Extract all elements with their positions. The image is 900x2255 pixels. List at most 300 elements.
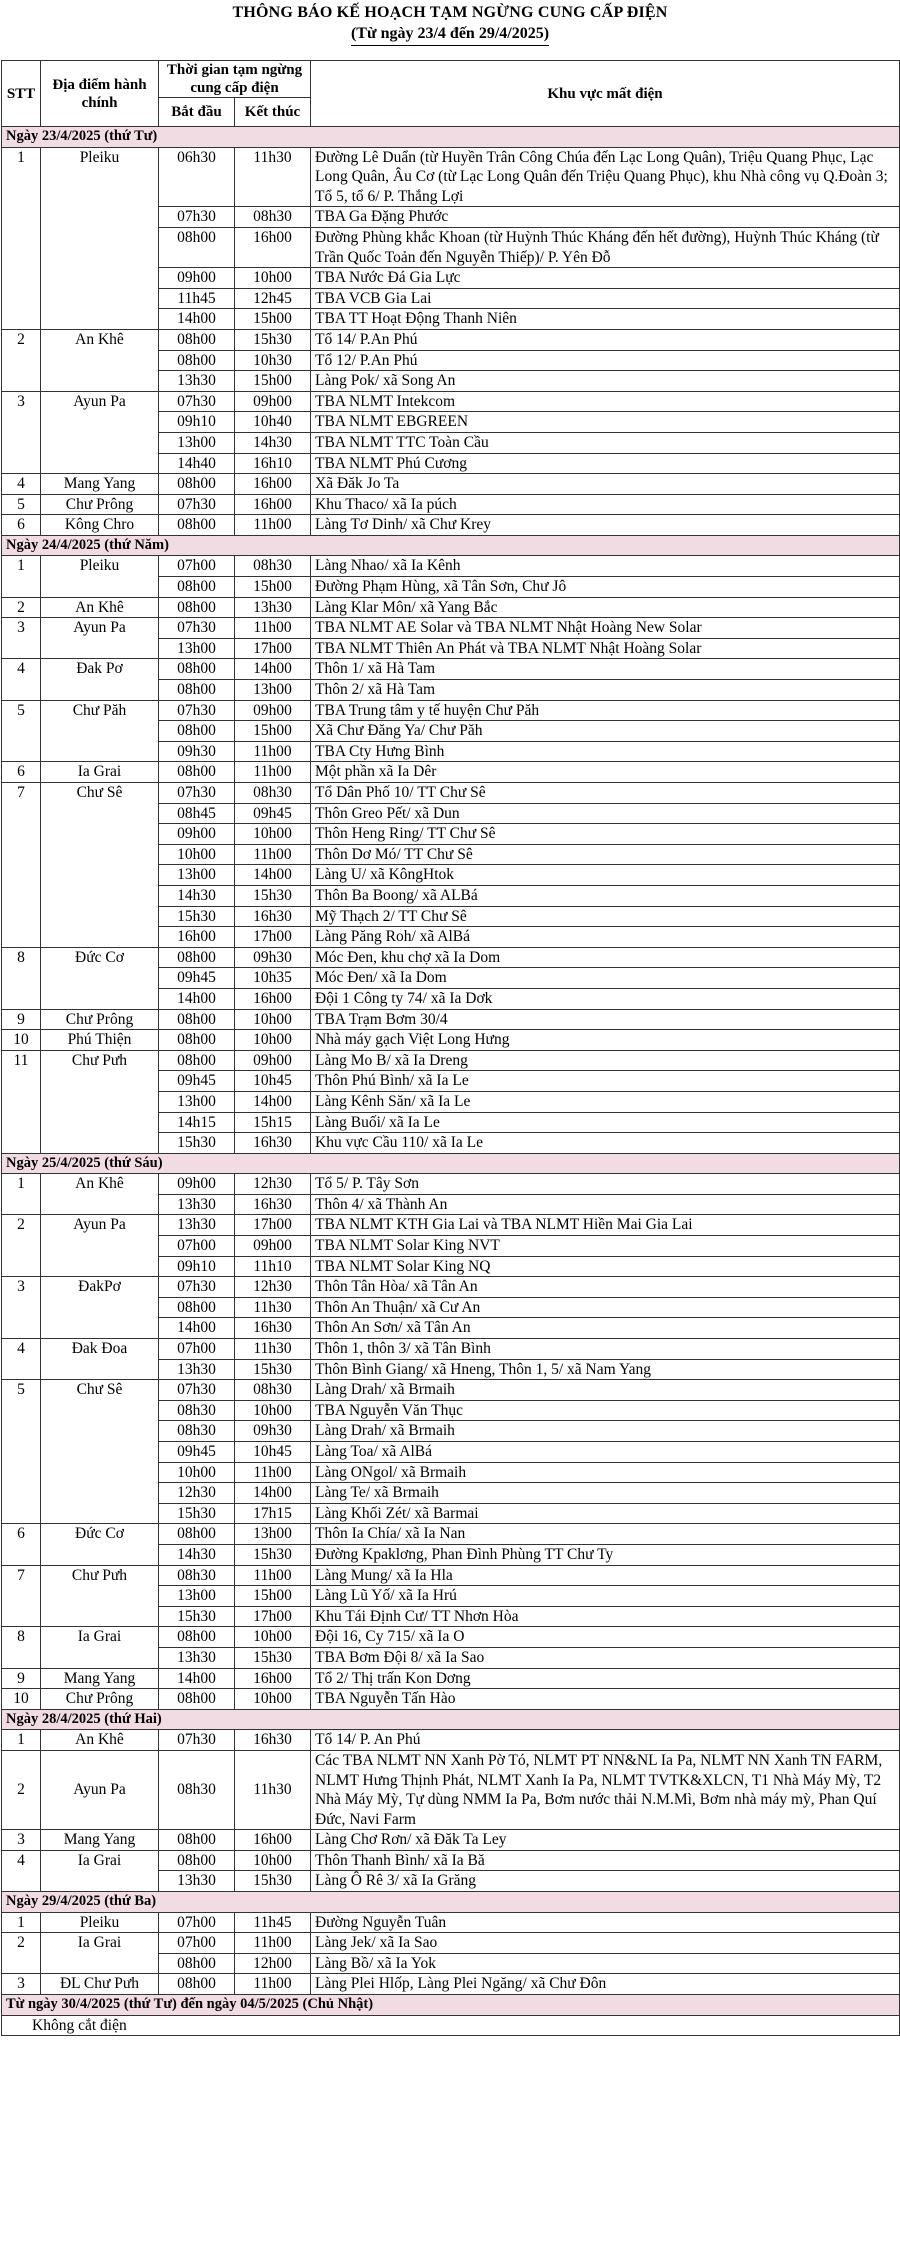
row-area: Đường Kpaklơng, Phan Đình Phùng TT Chư Ty (311, 1544, 900, 1565)
day-label: Ngày 25/4/2025 (thứ Sáu) (2, 1153, 900, 1174)
row-end-time: 13h30 (235, 597, 311, 618)
row-stt: 8 (2, 1627, 41, 1668)
row-area: Thôn Heng Ring/ TT Chư Sê (311, 824, 900, 845)
row-end-time: 11h00 (235, 1565, 311, 1586)
row-area: Tổ 2/ Thị trấn Kon Dơng (311, 1668, 900, 1689)
row-start-time: 11h45 (159, 288, 235, 309)
row-stt: 6 (2, 762, 41, 783)
row-area: Thôn Ba Boong/ xã ALBá (311, 885, 900, 906)
document-title: THÔNG BÁO KẾ HOẠCH TẠM NGỪNG CUNG CẤP ĐIỆN (232, 4, 668, 21)
row-end-time: 10h00 (235, 268, 311, 289)
row-start-time: 09h30 (159, 741, 235, 762)
row-start-time: 07h30 (159, 207, 235, 228)
footer-day-row (2, 1995, 900, 2016)
row-area: TBA NLMT TTC Toàn Cầu (311, 432, 900, 453)
table-row (2, 147, 900, 207)
row-location: Ia Grai (41, 1627, 159, 1668)
row-area: TBA Nước Đá Gia Lực (311, 268, 900, 289)
row-start-time: 08h00 (159, 659, 235, 680)
table-row (2, 1050, 900, 1071)
row-location: Đak Pơ (41, 659, 159, 700)
row-area: Tổ 14/ P.An Phú (311, 329, 900, 350)
row-stt: 1 (2, 1912, 41, 1933)
row-end-time: 14h00 (235, 865, 311, 886)
row-start-time: 14h00 (159, 1318, 235, 1339)
row-stt: 3 (2, 1830, 41, 1851)
row-stt: 4 (2, 1850, 41, 1891)
row-end-time: 11h00 (235, 618, 311, 639)
row-start-time: 08h30 (159, 1400, 235, 1421)
row-start-time: 07h30 (159, 494, 235, 515)
row-start-time: 09h10 (159, 1256, 235, 1277)
row-location: Pleiku (41, 1912, 159, 1933)
row-area: Thôn Thanh Bình/ xã Ia Bă (311, 1850, 900, 1871)
row-start-time: 13h30 (159, 371, 235, 392)
row-end-time: 17h00 (235, 1606, 311, 1627)
row-area: TBA VCB Gia Lai (311, 288, 900, 309)
header-location: Địa điểm hành chính (41, 61, 159, 127)
row-location: Ayun Pa (41, 391, 159, 473)
row-location: Phú Thiện (41, 1030, 159, 1051)
row-end-time: 17h00 (235, 927, 311, 948)
footer-note-row (2, 2015, 900, 2036)
row-end-time: 09h00 (235, 391, 311, 412)
row-stt: 11 (2, 1050, 41, 1153)
row-end-time: 10h40 (235, 412, 311, 433)
row-area: Làng Mo B/ xã Ia Dreng (311, 1050, 900, 1071)
row-start-time: 13h30 (159, 1647, 235, 1668)
row-stt: 7 (2, 1565, 41, 1627)
row-area: Thôn Bình Giang/ xã Hneng, Thôn 1, 5/ xã Nam Yang (311, 1359, 900, 1380)
row-area: Thôn Phú Bình/ xã Ia Le (311, 1071, 900, 1092)
row-area: Móc Đen, khu chợ xã Ia Dom (311, 947, 900, 968)
row-end-time: 10h00 (235, 1030, 311, 1051)
row-end-time: 15h30 (235, 1871, 311, 1892)
row-area: TBA Trung tâm y tế huyện Chư Păh (311, 700, 900, 721)
row-end-time: 15h00 (235, 1586, 311, 1607)
table-row (2, 1174, 900, 1195)
day-row (2, 535, 900, 556)
row-area: Tổ 12/ P.An Phú (311, 350, 900, 371)
row-end-time: 10h45 (235, 1071, 311, 1092)
day-row (2, 1153, 900, 1174)
table-header-row (2, 61, 900, 98)
row-area: Làng Kênh Săn/ xã Ia Le (311, 1091, 900, 1112)
row-end-time: 15h00 (235, 371, 311, 392)
row-start-time: 08h00 (159, 350, 235, 371)
row-end-time: 11h00 (235, 762, 311, 783)
row-location: Mang Yang (41, 474, 159, 495)
row-start-time: 08h00 (159, 1974, 235, 1995)
row-start-time: 08h30 (159, 1750, 235, 1829)
table-row (2, 947, 900, 968)
row-start-time: 07h30 (159, 391, 235, 412)
table-row (2, 329, 900, 350)
row-area: Làng Toa/ xã AlBá (311, 1442, 900, 1463)
row-area: Làng Pok/ xã Song An (311, 371, 900, 392)
row-end-time: 11h30 (235, 1750, 311, 1829)
row-location: Chư Păh (41, 700, 159, 762)
table-row (2, 1009, 900, 1030)
row-location: ĐakPơ (41, 1277, 159, 1339)
row-end-time: 11h00 (235, 515, 311, 536)
row-start-time: 08h00 (159, 515, 235, 536)
row-start-time: 07h00 (159, 556, 235, 577)
table-row (2, 1277, 900, 1298)
row-area: Làng Ô Rê 3/ xã Ia Grăng (311, 1871, 900, 1892)
row-stt: 9 (2, 1668, 41, 1689)
row-end-time: 14h00 (235, 1091, 311, 1112)
row-stt: 3 (2, 1277, 41, 1339)
row-area: Thôn An Sơn/ xã Tân An (311, 1318, 900, 1339)
row-area: Làng Lũ Yố/ xã Ia Hrú (311, 1586, 900, 1607)
row-area: Làng Klar Môn/ xã Yang Bắc (311, 597, 900, 618)
row-area: Làng Te/ xã Brmaih (311, 1483, 900, 1504)
row-stt: 7 (2, 783, 41, 948)
row-start-time: 09h00 (159, 824, 235, 845)
row-stt: 4 (2, 1339, 41, 1380)
row-area: TBA Nguyễn Văn Thục (311, 1400, 900, 1421)
row-start-time: 08h00 (159, 1297, 235, 1318)
row-start-time: 16h00 (159, 927, 235, 948)
row-start-time: 08h00 (159, 1689, 235, 1710)
row-area: Đường Lê Duẩn (từ Huyền Trân Công Chúa đến Lạc Long Quân), Triệu Quang Phục, Lạc Long Quân, Âu Cơ (từ Lạc Long Quân đến Triệu Quang Phục), khu Nhà công vụ Q.Đoàn 3; Tổ 5, tổ 6/ P. Thắng Lợi (311, 147, 900, 207)
row-area: Thôn Greo Pết/ xã Dun (311, 803, 900, 824)
row-start-time: 14h00 (159, 1668, 235, 1689)
row-start-time: 14h00 (159, 988, 235, 1009)
table-row (2, 1912, 900, 1933)
row-start-time: 08h00 (159, 1030, 235, 1051)
row-location: Chư Prông (41, 494, 159, 515)
row-stt: 5 (2, 700, 41, 762)
row-area: Thôn Ia Chía/ xã Ia Nan (311, 1524, 900, 1545)
table-row (2, 1380, 900, 1401)
row-area: Làng Chơ Rơn/ xã Đăk Ta Ley (311, 1830, 900, 1851)
row-end-time: 11h30 (235, 1339, 311, 1360)
row-area: Làng Khối Zét/ xã Barmai (311, 1503, 900, 1524)
row-location: Ayun Pa (41, 618, 159, 659)
row-area: TBA Trạm Bơm 30/4 (311, 1009, 900, 1030)
row-start-time: 07h00 (159, 1933, 235, 1954)
row-area: Thôn 4/ xã Thành An (311, 1194, 900, 1215)
table-row (2, 783, 900, 804)
row-area: Thôn 2/ xã Hà Tam (311, 680, 900, 701)
row-area: Một phần xã Ia Dêr (311, 762, 900, 783)
row-area: TBA Bơm Đội 8/ xã Ia Sao (311, 1647, 900, 1668)
row-start-time: 08h30 (159, 1421, 235, 1442)
row-area: Khu Thaco/ xã Ia púch (311, 494, 900, 515)
row-end-time: 10h00 (235, 1627, 311, 1648)
row-start-time: 15h30 (159, 1133, 235, 1154)
row-end-time: 15h30 (235, 1544, 311, 1565)
row-area: Làng Nhao/ xã Ia Kênh (311, 556, 900, 577)
row-area: Làng U/ xã KôngHtok (311, 865, 900, 886)
row-start-time: 07h00 (159, 1236, 235, 1257)
row-area: TBA NLMT EBGREEN (311, 412, 900, 433)
row-end-time: 16h30 (235, 1318, 311, 1339)
row-stt: 5 (2, 494, 41, 515)
row-start-time: 08h00 (159, 329, 235, 350)
row-area: Thôn 1/ xã Hà Tam (311, 659, 900, 680)
row-end-time: 13h00 (235, 1524, 311, 1545)
row-area: TBA NLMT Solar King NQ (311, 1256, 900, 1277)
row-start-time: 07h30 (159, 1730, 235, 1751)
table-row (2, 1689, 900, 1710)
row-start-time: 13h00 (159, 432, 235, 453)
row-area: Thôn Dơ Mó/ TT Chư Sê (311, 844, 900, 865)
row-start-time: 08h00 (159, 1850, 235, 1871)
footer-label: Từ ngày 30/4/2025 (thứ Tư) đến ngày 04/5/2025 (Chủ Nhật) (2, 1995, 900, 2016)
row-start-time: 08h00 (159, 1524, 235, 1545)
row-area: TBA NLMT Solar King NVT (311, 1236, 900, 1257)
day-row (2, 1709, 900, 1730)
header-stt: STT (2, 61, 41, 127)
row-area: TBA Ga Đặng Phước (311, 207, 900, 228)
row-end-time: 11h00 (235, 1462, 311, 1483)
row-location: Pleiku (41, 147, 159, 329)
row-start-time: 08h30 (159, 1565, 235, 1586)
table-body (2, 127, 900, 2036)
row-location: Đức Cơ (41, 947, 159, 1009)
row-area: Làng Drah/ xã Brmaih (311, 1421, 900, 1442)
row-location: Đak Đoa (41, 1339, 159, 1380)
row-area: Làng Jek/ xã Ia Sao (311, 1933, 900, 1954)
row-end-time: 11h45 (235, 1912, 311, 1933)
row-area: Các TBA NLMT NN Xanh Pờ Tó, NLMT PT NN&NL Ia Pa, NLMT NN Xanh TN FARM, NLMT Hưng Thịnh Phát, NLMT Xanh Ia Pa, NLMT TVTK&XLCN, T1 Nhà Máy Mỳ, T2 Nhà Máy Mỳ, Tự dùng NMM Ia Pa, Bơm nước thải N.M.Mì, Bơm nhà máy mỳ, Phan Quí Đức, Navi Farm (311, 1750, 900, 1829)
row-end-time: 14h00 (235, 659, 311, 680)
row-start-time: 08h00 (159, 474, 235, 495)
row-area: TBA TT Hoạt Động Thanh Niên (311, 309, 900, 330)
row-start-time: 08h00 (159, 762, 235, 783)
row-start-time: 13h30 (159, 1215, 235, 1236)
row-location: An Khê (41, 1174, 159, 1215)
row-start-time: 13h00 (159, 1091, 235, 1112)
row-stt: 5 (2, 1380, 41, 1524)
day-label: Ngày 28/4/2025 (thứ Hai) (2, 1709, 900, 1730)
row-end-time: 17h00 (235, 638, 311, 659)
row-end-time: 09h00 (235, 1050, 311, 1071)
row-area: Thôn Tân Hòa/ xã Tân An (311, 1277, 900, 1298)
row-end-time: 10h00 (235, 1400, 311, 1421)
row-area: Tổ 14/ P. An Phú (311, 1730, 900, 1751)
row-start-time: 08h00 (159, 947, 235, 968)
row-start-time: 08h00 (159, 1009, 235, 1030)
row-start-time: 13h00 (159, 1586, 235, 1607)
row-end-time: 10h45 (235, 1442, 311, 1463)
row-stt: 3 (2, 1974, 41, 1995)
row-stt: 10 (2, 1689, 41, 1710)
row-area: TBA Nguyễn Tấn Hào (311, 1689, 900, 1710)
row-end-time: 08h30 (235, 207, 311, 228)
row-area: Khu vực Cầu 110/ xã Ia Le (311, 1133, 900, 1154)
row-end-time: 10h00 (235, 824, 311, 845)
row-area: TBA Cty Hưng Bình (311, 741, 900, 762)
row-start-time: 10h00 (159, 844, 235, 865)
row-location: Mang Yang (41, 1830, 159, 1851)
row-area: Xã Chư Đăng Ya/ Chư Păh (311, 721, 900, 742)
row-start-time: 14h00 (159, 309, 235, 330)
row-area: Xã Đăk Jo Ta (311, 474, 900, 495)
row-area: Tổ 5/ P. Tây Sơn (311, 1174, 900, 1195)
day-label: Ngày 24/4/2025 (thứ Năm) (2, 535, 900, 556)
row-start-time: 09h45 (159, 1071, 235, 1092)
row-end-time: 16h30 (235, 906, 311, 927)
row-area: Tổ Dân Phố 10/ TT Chư Sê (311, 783, 900, 804)
row-start-time: 13h30 (159, 1871, 235, 1892)
row-stt: 6 (2, 1524, 41, 1565)
row-stt: 9 (2, 1009, 41, 1030)
row-start-time: 13h30 (159, 1194, 235, 1215)
row-end-time: 11h00 (235, 1933, 311, 1954)
row-location: Chư Sê (41, 1380, 159, 1524)
row-end-time: 11h00 (235, 741, 311, 762)
row-area: Đường Nguyễn Tuân (311, 1912, 900, 1933)
day-label: Ngày 29/4/2025 (thứ Ba) (2, 1892, 900, 1913)
row-start-time: 06h30 (159, 147, 235, 207)
row-end-time: 09h30 (235, 947, 311, 968)
row-start-time: 09h00 (159, 1174, 235, 1195)
row-end-time: 10h00 (235, 1689, 311, 1710)
row-start-time: 14h15 (159, 1112, 235, 1133)
row-end-time: 16h00 (235, 474, 311, 495)
table-row (2, 618, 900, 639)
row-end-time: 14h30 (235, 432, 311, 453)
document-subtitle: (Từ ngày 23/4 đến 29/4/2025) (351, 24, 549, 46)
row-location: Ia Grai (41, 1933, 159, 1974)
row-end-time: 09h45 (235, 803, 311, 824)
table-row (2, 494, 900, 515)
table-row (2, 1030, 900, 1051)
row-area: Đường Phạm Hùng, xã Tân Sơn, Chư Jô (311, 577, 900, 598)
row-start-time: 15h30 (159, 906, 235, 927)
row-start-time: 08h00 (159, 577, 235, 598)
row-stt: 1 (2, 1174, 41, 1215)
row-area: Móc Đen/ xã Ia Dom (311, 968, 900, 989)
row-end-time: 17h15 (235, 1503, 311, 1524)
row-end-time: 12h45 (235, 288, 311, 309)
row-location: An Khê (41, 1730, 159, 1751)
table-row (2, 700, 900, 721)
row-start-time: 10h00 (159, 1462, 235, 1483)
row-end-time: 09h30 (235, 1421, 311, 1442)
row-end-time: 10h30 (235, 350, 311, 371)
row-start-time: 08h00 (159, 1830, 235, 1851)
row-area: Thôn 1, thôn 3/ xã Tân Bình (311, 1339, 900, 1360)
row-location: An Khê (41, 597, 159, 618)
row-area: Đội 16, Cy 715/ xã Ia O (311, 1627, 900, 1648)
row-start-time: 07h00 (159, 1339, 235, 1360)
row-location: Ayun Pa (41, 1750, 159, 1829)
row-start-time: 07h00 (159, 1912, 235, 1933)
row-location: Kông Chro (41, 515, 159, 536)
table-row (2, 597, 900, 618)
row-location: Đức Cơ (41, 1524, 159, 1565)
row-start-time: 08h00 (159, 680, 235, 701)
row-area: TBA NLMT AE Solar và TBA NLMT Nhật Hoàng New Solar (311, 618, 900, 639)
row-area: Nhà máy gạch Việt Long Hưng (311, 1030, 900, 1051)
table-row (2, 762, 900, 783)
table-row (2, 1830, 900, 1851)
row-stt: 1 (2, 556, 41, 597)
row-start-time: 13h00 (159, 638, 235, 659)
row-end-time: 12h30 (235, 1174, 311, 1195)
row-stt: 10 (2, 1030, 41, 1051)
row-start-time: 08h00 (159, 597, 235, 618)
row-area: Làng Plei Hlốp, Làng Plei Ngăng/ xã Chư Đôn (311, 1974, 900, 1995)
row-area: TBA NLMT Intekcom (311, 391, 900, 412)
row-end-time: 09h00 (235, 700, 311, 721)
header-area: Khu vực mất điện (311, 61, 900, 127)
row-end-time: 13h00 (235, 680, 311, 701)
row-end-time: 11h30 (235, 1297, 311, 1318)
row-stt: 2 (2, 597, 41, 618)
row-end-time: 15h15 (235, 1112, 311, 1133)
row-start-time: 07h30 (159, 700, 235, 721)
row-end-time: 15h30 (235, 1359, 311, 1380)
row-start-time: 09h45 (159, 1442, 235, 1463)
header-time: Thời gian tạm ngừng cung cấp điện (159, 61, 311, 98)
row-end-time: 11h30 (235, 147, 311, 207)
row-start-time: 09h00 (159, 268, 235, 289)
row-start-time: 07h30 (159, 1277, 235, 1298)
row-stt: 4 (2, 474, 41, 495)
table-row (2, 1627, 900, 1648)
row-area: Làng Păng Roh/ xã AlBá (311, 927, 900, 948)
row-end-time: 15h00 (235, 721, 311, 742)
row-location: Chư Prông (41, 1689, 159, 1710)
table-row (2, 1850, 900, 1871)
table-row (2, 1339, 900, 1360)
row-start-time: 08h45 (159, 803, 235, 824)
row-location: Chư Pưh (41, 1565, 159, 1627)
row-area: Làng Buối/ xã Ia Le (311, 1112, 900, 1133)
row-end-time: 11h10 (235, 1256, 311, 1277)
row-start-time: 13h00 (159, 865, 235, 886)
table-row (2, 391, 900, 412)
day-row (2, 1892, 900, 1913)
table-row (2, 474, 900, 495)
table-row (2, 659, 900, 680)
row-area: TBA NLMT Thiên An Phát và TBA NLMT Nhật Hoàng Solar (311, 638, 900, 659)
row-location: ĐL Chư Pưh (41, 1974, 159, 1995)
row-end-time: 15h00 (235, 309, 311, 330)
row-location: Mang Yang (41, 1668, 159, 1689)
row-location: Pleiku (41, 556, 159, 597)
table-row (2, 1730, 900, 1751)
row-area: Khu Tái Định Cư/ TT Nhơn Hòa (311, 1606, 900, 1627)
row-start-time: 09h45 (159, 968, 235, 989)
row-end-time: 16h10 (235, 453, 311, 474)
row-area: Đường Phùng khắc Khoan (từ Huỳnh Thúc Kháng đến hết đường), Huỳnh Thúc Kháng (từ Trần Quốc Toản đến Nguyễn Thiếp)/ P. Yên Đỗ (311, 227, 900, 267)
row-area: TBA NLMT KTH Gia Lai và TBA NLMT Hiền Mai Gia Lai (311, 1215, 900, 1236)
row-start-time: 13h30 (159, 1359, 235, 1380)
day-label: Ngày 23/4/2025 (thứ Tư) (2, 127, 900, 148)
row-area: Làng Bồ/ xã Ia Yok (311, 1953, 900, 1974)
row-stt: 2 (2, 329, 41, 391)
row-start-time: 09h10 (159, 412, 235, 433)
row-end-time: 16h00 (235, 494, 311, 515)
row-end-time: 16h00 (235, 1668, 311, 1689)
row-end-time: 08h30 (235, 783, 311, 804)
row-area: Thôn An Thuận/ xã Cư An (311, 1297, 900, 1318)
row-area: TBA NLMT Phú Cương (311, 453, 900, 474)
row-area: Làng Mung/ xã Ia Hla (311, 1565, 900, 1586)
row-end-time: 16h30 (235, 1730, 311, 1751)
row-end-time: 12h00 (235, 1953, 311, 1974)
row-end-time: 16h30 (235, 1194, 311, 1215)
footer-note: Không cắt điện (2, 2015, 900, 2036)
row-location: Chư Prông (41, 1009, 159, 1030)
